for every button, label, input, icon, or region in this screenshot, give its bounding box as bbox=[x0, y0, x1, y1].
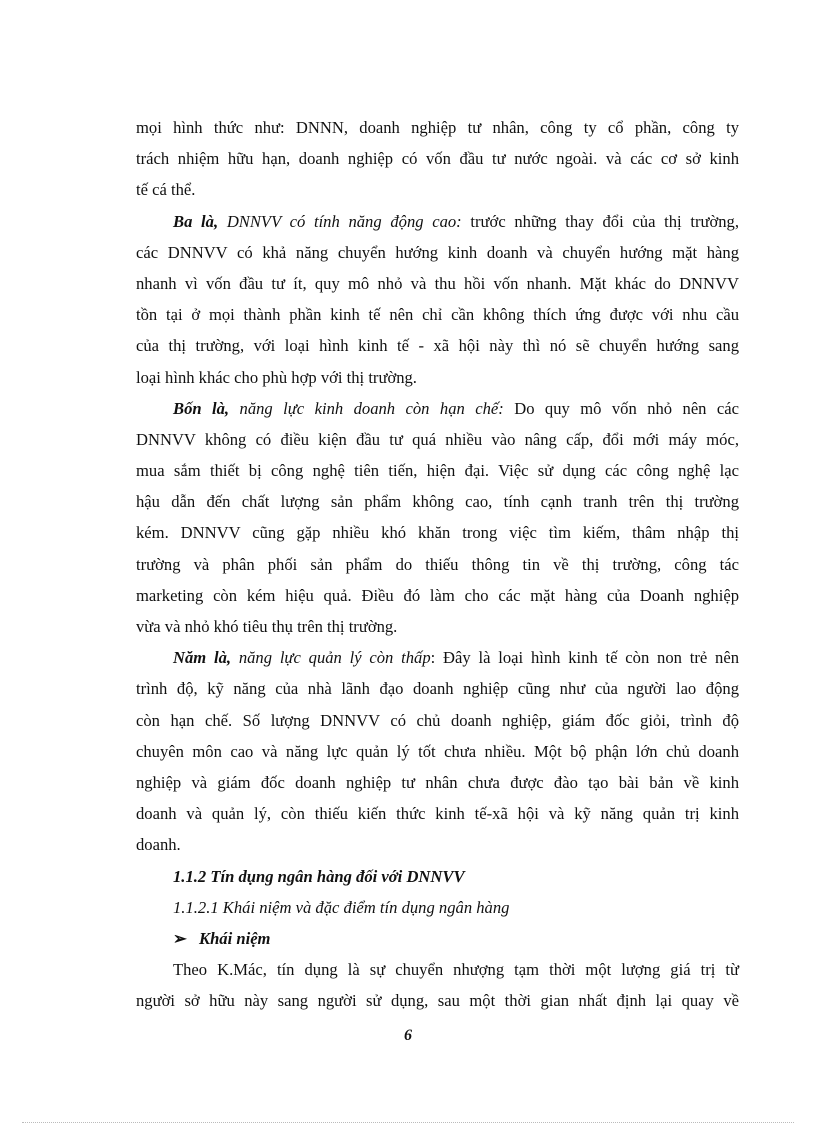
text-line: doanh. bbox=[136, 835, 181, 855]
lead-rest: : Đây là loại hình kinh tế còn non trẻ nên bbox=[430, 648, 739, 668]
page-number: 6 bbox=[404, 1027, 412, 1044]
lead-italic: DNNVV có tính năng động cao: bbox=[218, 211, 462, 231]
bullet-heading bbox=[136, 923, 739, 954]
text-line: các DNNVV có khả năng chuyển hướng kinh doanh và chuyển hướng mặt hàng bbox=[136, 242, 739, 262]
lead-bold: Ba là, bbox=[173, 211, 219, 231]
text-line: nhanh vì vốn đầu tư ít, quy mô nhỏ và thu hồi vốn nhanh. Mặt khác do DNNVV bbox=[136, 273, 739, 293]
text-line: loại hình khác cho phù hợp với thị trường. bbox=[136, 367, 417, 387]
text-line: chuyên môn cao và năng lực quản lý tốt chưa nhiều. Một bộ phận lớn chủ doanh bbox=[136, 741, 739, 761]
text-line: tồn tại ở mọi thành phần kinh tế nên chỉ cần không thích ứng được với nhu cầu bbox=[136, 305, 739, 325]
text-line: mua sắm thiết bị công nghệ tiên tiến, hiện đại. Việc sử dụng các công nghệ lạc bbox=[136, 461, 739, 481]
text-line: DNNVV không có điều kiện đầu tư quá nhiều vào nâng cấp, đổi mới máy móc, bbox=[136, 429, 739, 449]
body-text bbox=[136, 112, 739, 1016]
lead-italic: năng lực quản lý còn thấp bbox=[231, 648, 431, 668]
text-line: còn hạn chế. Số lượng DNNVV có chủ doanh nghiệp, giám đốc giỏi, trình độ bbox=[136, 710, 739, 730]
lead-rest: Do quy mô vốn nhỏ nên các bbox=[503, 398, 739, 418]
text-line: marketing còn kém hiệu quả. Điều đó làm cho các mặt hàng của Doanh nghiệp bbox=[136, 585, 739, 605]
text-line: trình độ, kỹ năng của nhà lãnh đạo doanh nghiệp cũng như của người lao động bbox=[136, 679, 739, 699]
text-line: Theo K.Mác, tín dụng là sự chuyển nhượng tạm thời một lượng giá trị từ bbox=[173, 960, 739, 980]
text-line: trường và phân phối sản phẩm do thiếu thông tin về thị trường, công tác bbox=[136, 554, 739, 574]
text-line: trách nhiệm hữu hạn, doanh nghiệp có vốn đầu tư nước ngoài. và các cơ sở kinh bbox=[136, 149, 739, 169]
text-line: vừa và nhỏ khó tiêu thụ trên thị trường. bbox=[136, 617, 398, 636]
lead-bold: Bốn là, bbox=[173, 398, 230, 418]
paragraph-start-ba-la bbox=[136, 206, 739, 237]
text-line: người sở hữu này sang người sử dụng, sau một thời gian nhất định lại quay về bbox=[136, 991, 739, 1011]
text-line: nghiệp và giám đốc doanh nghiệp tư nhân chưa được đào tạo bài bản về kinh bbox=[136, 772, 739, 792]
bullet-heading-label: Khái niệm bbox=[199, 928, 271, 948]
text-line: của thị trường, với loại hình kinh tế - xã hội này thì nó sẽ chuyển hướng sang bbox=[136, 336, 739, 356]
lead-bold: Năm là, bbox=[173, 648, 232, 668]
lead-rest: trước những thay đổi của thị trường, bbox=[461, 211, 739, 231]
text-line: kém. DNNVV cũng gặp nhiều khó khăn trong việc tìm kiếm, thâm nhập thị bbox=[136, 523, 739, 543]
text-line: doanh và quản lý, còn thiếu kiến thức kinh tế-xã hội và kỹ năng quản trị kinh bbox=[136, 804, 739, 824]
text-line: tế cá thể. bbox=[136, 180, 196, 200]
text-line: mọi hình thức như: DNNN, doanh nghiệp tư nhân, công ty cổ phần, công ty bbox=[136, 118, 739, 137]
paragraph-start-nam-la bbox=[136, 642, 739, 673]
arrow-bullet-icon: ➢ bbox=[173, 928, 187, 948]
lead-italic: năng lực kinh doanh còn hạn chế: bbox=[229, 398, 504, 418]
section-heading-1-1-2: 1.1.2 Tín dụng ngân hàng đối với DNNVV bbox=[173, 866, 465, 886]
subsection-heading-1-1-2-1: 1.1.2.1 Khái niệm và đặc điểm tín dụng ngân hàng bbox=[173, 897, 510, 917]
text-line: hậu dẫn đến chất lượng sản phẩm không cao, tính cạnh tranh trên thị trường bbox=[136, 492, 739, 512]
paragraph-start-bon-la bbox=[136, 393, 739, 424]
